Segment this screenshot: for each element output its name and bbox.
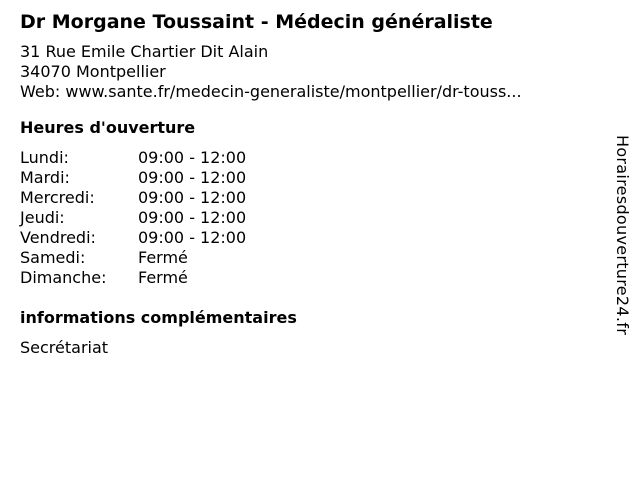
website-link[interactable]: Web: www.sante.fr/medecin-generaliste/montpellier/dr-touss... <box>20 82 522 101</box>
additional-info-heading: informations complémentaires <box>20 308 297 327</box>
day-label: Mardi: <box>20 168 70 187</box>
time-value: Fermé <box>138 248 188 267</box>
time-value: 09:00 - 12:00 <box>138 228 247 247</box>
practice-listing <box>20 8 600 358</box>
time-value: 09:00 - 12:00 <box>138 188 247 207</box>
opening-hours-table <box>20 148 600 288</box>
address-block <box>20 42 600 102</box>
hours-row-wednesday <box>20 188 600 208</box>
page-title: Dr Morgane Toussaint - Médecin généraliste <box>20 11 493 33</box>
hours-row-friday <box>20 228 600 248</box>
hours-row-sunday <box>20 268 600 288</box>
hours-row-monday <box>20 148 600 168</box>
time-value: 09:00 - 12:00 <box>138 148 247 167</box>
day-label: Dimanche: <box>20 268 107 287</box>
day-label: Lundi: <box>20 148 69 167</box>
hours-row-thursday <box>20 208 600 228</box>
street-address: 31 Rue Emile Chartier Dit Alain <box>20 42 269 61</box>
time-value: 09:00 - 12:00 <box>138 208 247 227</box>
city-address: 34070 Montpellier <box>20 62 166 81</box>
time-value: 09:00 - 12:00 <box>138 168 247 187</box>
day-label: Mercredi: <box>20 188 95 207</box>
time-value: Fermé <box>138 268 188 287</box>
site-watermark: Horairesdouverture24.fr <box>613 135 632 336</box>
opening-hours-heading: Heures d'ouverture <box>20 118 196 137</box>
day-label: Jeudi: <box>20 208 65 227</box>
additional-info-item: Secrétariat <box>20 338 109 357</box>
hours-row-saturday <box>20 248 600 268</box>
hours-row-tuesday <box>20 168 600 188</box>
day-label: Vendredi: <box>20 228 96 247</box>
day-label: Samedi: <box>20 248 86 267</box>
